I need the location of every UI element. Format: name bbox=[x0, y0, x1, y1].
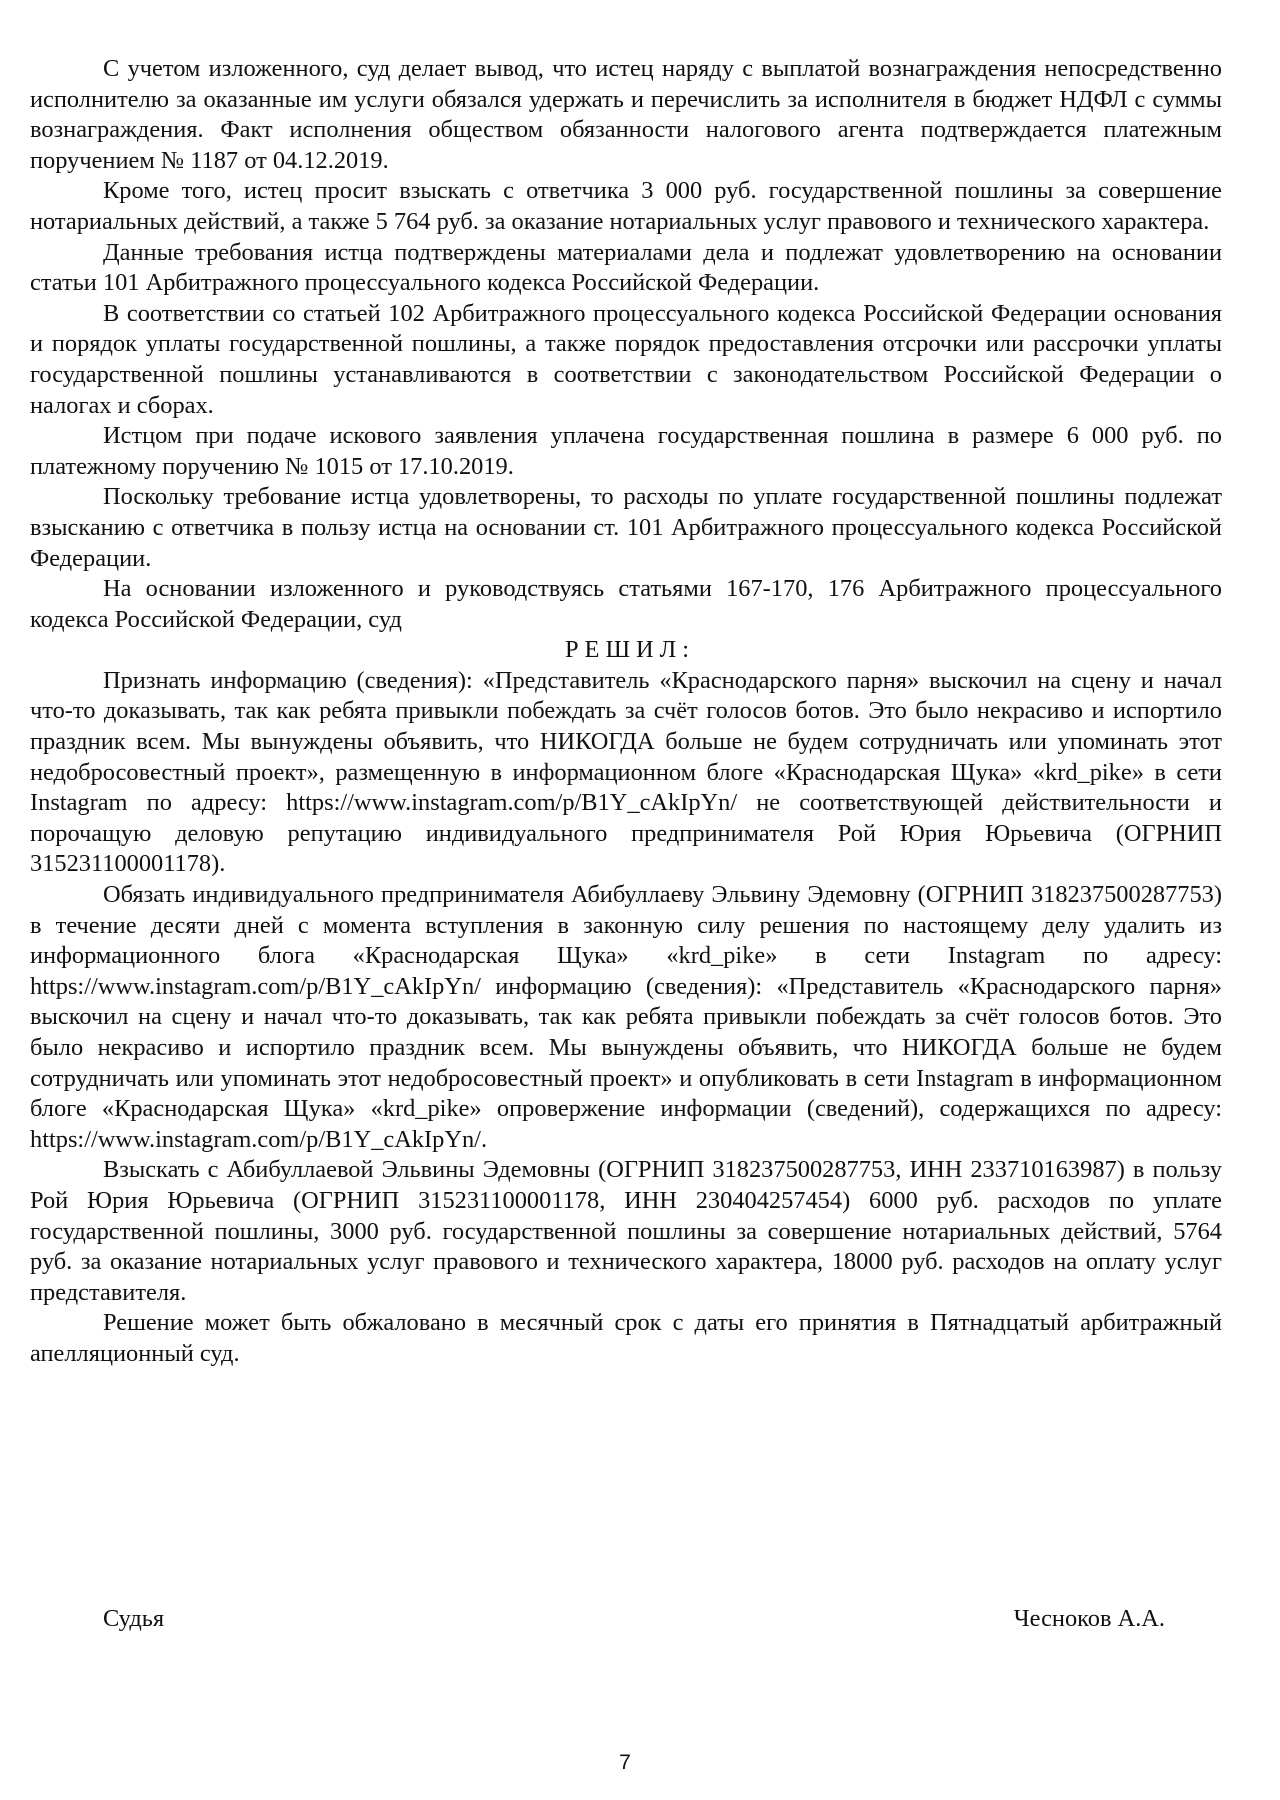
decision-heading: РЕШИЛ: bbox=[564, 636, 695, 664]
paragraph-expenses-recovery: Поскольку требование истца удовлетворены, то расходы по уплате государственной пошлины подлежат взысканию с ответчика в пользу истца на основании ст. 101 Арбитражного процессуального кодекса Российской Федерации. bbox=[30, 483, 1222, 572]
paragraph-tax-agent: С учетом изложенного, суд делает вывод, что истец наряду с выплатой вознаграждения непосредственно исполнителю за оказанные им услуги обязался удержать и перечислить за исполнителя в бюджет НДФЛ с суммы вознаграждения. Факт исполнения обществом обязанности налогового агента подтверждается платежным поручением № 1187 от 04.12.2019. bbox=[30, 55, 1222, 174]
paragraph-recover-costs: Взыскать с Абибуллаевой Эльвины Эдемовны (ОГРНИП 318237500287753, ИНН 233710163987) в пользу Рой Юрия Юрьевича (ОГРНИП 315231100001178, ИНН 230404257454) 6000 руб. расходов по уплате государственной пошлины, 3000 руб. государственной пошлины за совершение нотариальных действий, 5764 руб. за оказание нотариальных услуг правового и технического характера, 18000 руб. расходов на оплату услуг представителя. bbox=[30, 1156, 1222, 1306]
paragraph-claims-confirmed: Данные требования истца подтверждены материалами дела и подлежат удовлетворению на основании статьи 101 Арбитражного процессуального кодекса Российской Федерации. bbox=[30, 238, 1222, 297]
paragraph-court-basis: На основании изложенного и руководствуясь статьями 167-170, 176 Арбитражного процессуального кодекса Российской Федерации, суд bbox=[30, 575, 1222, 633]
paragraph-notary-fees: Кроме того, истец просит взыскать с ответчика 3 000 руб. государственной пошлины за совершение нотариальных действий, а также 5 764 руб. за оказание нотариальных услуг правового и технического характера. bbox=[30, 177, 1222, 235]
judge-name: Чесноков А.А. bbox=[1013, 1605, 1165, 1632]
paragraph-obligation-remove: Обязать индивидуального предпринимателя Абибуллаеву Эльвину Эдемовну (ОГРНИП 318237500287753) в течение десяти дней с момента вступления в законную силу решения по настоящему делу удалить из информационного блога «Краснодарская Щука» «krd_pike» в сети Instagram по адресу: https://www.instagram.com/p/B1Y_cAkIpYn/ информацию (сведения): «Представитель «Краснодарского парня» выскочил на сцену и начал что-то доказывать, так как ребята привыкли побеждать за счёт голосов ботов. Это было некрасиво и испортило праздник всем. Мы вынуждены объявить, что НИКОГДА больше не будем сотрудничать или упоминать этот недобросовестный проект» и опубликовать в сети Instagram в информационном блоге «Краснодарская Щука» «krd_pike» опровержение информации (сведений), содержащихся по адресу: https://www.instagram.com/p/B1Y_cAkIpYn/. bbox=[30, 881, 1222, 1153]
document-body bbox=[30, 54, 1222, 1370]
signature-block bbox=[103, 1604, 1165, 1636]
paragraph-article-102: В соответствии со статьей 102 Арбитражного процессуального кодекса Российской Федерации основания и порядок уплаты государственной пошлины, а также порядок предоставления отсрочки или рассрочки уплаты государственной пошлины устанавливаются в соответствии с законодательством Российской Федерации о налогах и сборах. bbox=[30, 299, 1222, 419]
paragraph-recognize-information: Признать информацию (сведения): «Представитель «Краснодарского парня» выскочил на сцену и начал что-то доказывать, так как ребята привыкли побеждать за счёт голосов ботов. Это было некрасиво и испортило праздник всем. Мы вынуждены объявить, что НИКОГДА больше не будем сотрудничать или упоминать этот недобросовестный проект», размещенную в информационном блоге «Краснодарская Щука» «krd_pike» в сети Instagram по адресу: https://www.instagram.com/p/B1Y_cAkIpYn/ не соответствующей действительности и порочащую деловую репутацию индивидуального предпринимателя Рой Юрия Юрьевича (ОГРНИП 315231100001178). bbox=[30, 666, 1222, 878]
paragraph-state-duty-paid: Истцом при подаче искового заявления уплачена государственная пошлина в размере 6 000 руб. по платежному поручению № 1015 от 17.10.2019. bbox=[30, 422, 1222, 480]
judge-title: Судья bbox=[103, 1605, 165, 1632]
page-number: 7 bbox=[619, 1751, 631, 1774]
paragraph-appeal-notice: Решение может быть обжаловано в месячный срок с даты его принятия в Пятнадцатый арбитражный апелляционный суд. bbox=[30, 1309, 1222, 1367]
